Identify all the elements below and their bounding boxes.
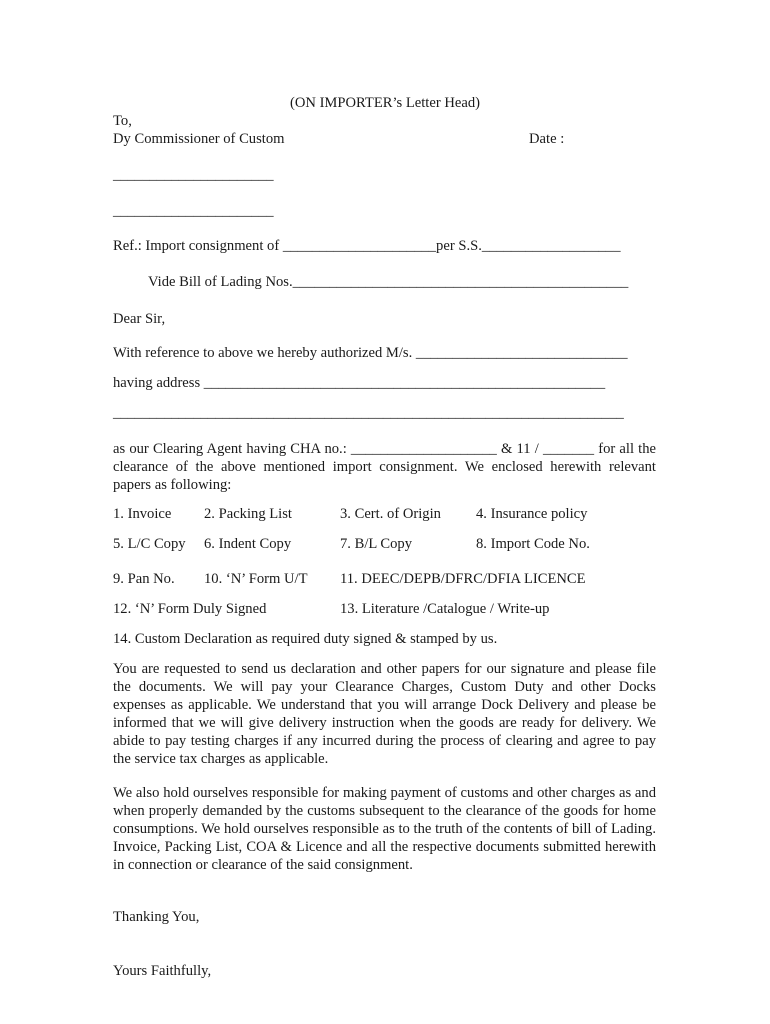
document-item: 8. Import Code No. <box>476 536 590 552</box>
bill-of-lading-line: Vide Bill of Lading Nos.______________________________________________ <box>148 274 629 290</box>
date-label: Date : <box>529 131 565 147</box>
document-item: 5. L/C Copy <box>113 536 186 552</box>
document-item: 9. Pan No. <box>113 571 175 587</box>
document-item: 4. Insurance policy <box>476 506 588 522</box>
cha-paragraph: as our Clearing Agent having CHA no.: ____________________ & 11 / _______ for all the clearance of the above mentioned import consignment. We enclosed herewith relevant papers as following: <box>113 441 656 493</box>
responsibility-paragraph: We also hold ourselves responsible for making payment of customs and other charges as and when properly demanded by the customs subsequent to the clearance of the goods for home consumptions. We hold ourselves responsible as to the truth of the contents of bill of Lading. Invoice, Packing List, COA & Licence and all the respective documents submitted herewith in connection or clearance of the said consignment. <box>113 785 656 873</box>
address-blank-2: ______________________ <box>113 203 274 219</box>
document-item: 2. Packing List <box>204 506 292 522</box>
document-item: 14. Custom Declaration as required duty signed & stamped by us. <box>113 631 498 647</box>
blank-line: ______________________________________________________________________ <box>113 405 624 421</box>
document-item: 12. ‘N’ Form Duly Signed <box>113 601 267 617</box>
authorization-line: With reference to above we hereby authorized M/s. _____________________________ <box>113 345 628 361</box>
document-item: 13. Literature /Catalogue / Write-up <box>340 601 550 617</box>
addressee: Dy Commissioner of Custom <box>113 131 285 147</box>
ref-line: Ref.: Import consignment of _____________________per S.S.___________________ <box>113 238 621 254</box>
closing-thanks: Thanking You, <box>113 909 200 925</box>
document-item: 11. DEEC/DEPB/DFRC/DFIA LICENCE <box>340 571 586 587</box>
closing-signoff: Yours Faithfully, <box>113 963 212 979</box>
request-paragraph: You are requested to send us declaration and other papers for our signature and please file the documents. We will pay your Clearance Charges, Custom Duty and other Docks expenses as applicable. We understand that you will arrange Dock Delivery and please be informed that we will give delivery instruction when the goods are ready for delivery. We abide to pay testing charges if any incurred during the process of clearing and agree to pay the service tax charges as applicable. <box>113 661 656 767</box>
letterhead-note: (ON IMPORTER’s Letter Head) <box>289 95 481 111</box>
to-label: To, <box>113 113 132 129</box>
document-item: 3. Cert. of Origin <box>340 506 441 522</box>
address-line: having address _______________________________________________________ <box>113 375 606 391</box>
document-item: 1. Invoice <box>113 506 172 522</box>
salutation: Dear Sir, <box>113 311 166 327</box>
document-item: 6. Indent Copy <box>204 536 292 552</box>
address-blank-1: ______________________ <box>113 167 274 183</box>
document-item: 10. ‘N’ Form U/T <box>204 571 308 587</box>
document-item: 7. B/L Copy <box>340 536 413 552</box>
